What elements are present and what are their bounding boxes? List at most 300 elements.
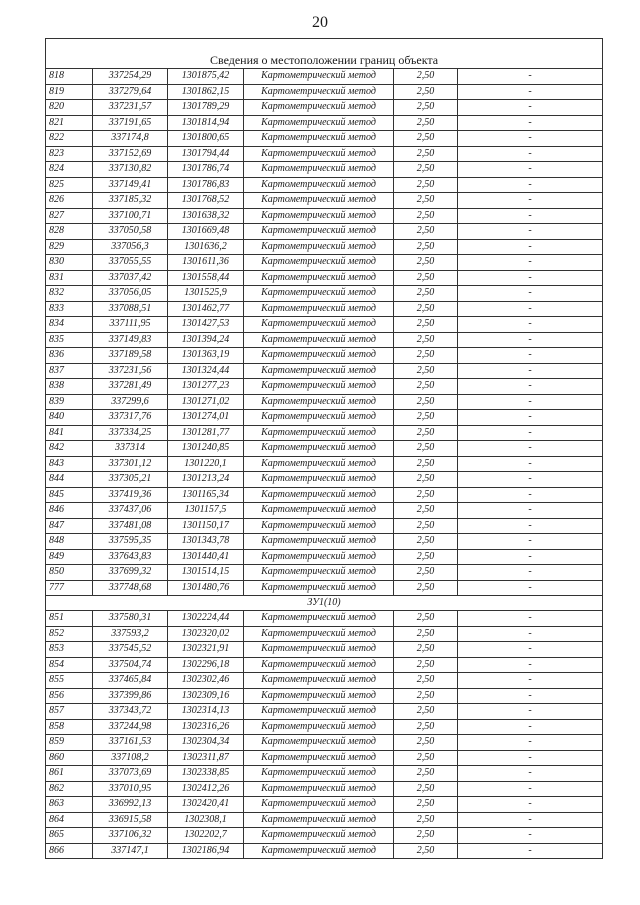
point-number: 836 — [46, 348, 93, 364]
table-row — [46, 812, 603, 828]
note: - — [458, 100, 603, 116]
note: - — [458, 131, 603, 147]
accuracy: 2,50 — [394, 348, 458, 364]
point-number: 845 — [46, 487, 93, 503]
note: - — [458, 379, 603, 395]
accuracy: 2,50 — [394, 812, 458, 828]
x-coordinate: 337643,83 — [93, 549, 168, 565]
y-coordinate: 1301794,44 — [168, 146, 244, 162]
y-coordinate: 1301669,48 — [168, 224, 244, 240]
note: - — [458, 115, 603, 131]
accuracy: 2,50 — [394, 317, 458, 333]
x-coordinate: 337580,31 — [93, 611, 168, 627]
point-number: 863 — [46, 797, 93, 813]
method: Картометрический метод — [244, 472, 394, 488]
note: - — [458, 781, 603, 797]
point-number: 864 — [46, 812, 93, 828]
accuracy: 2,50 — [394, 425, 458, 441]
note: - — [458, 657, 603, 673]
point-number: 826 — [46, 193, 93, 209]
method: Картометрический метод — [244, 100, 394, 116]
method: Картометрический метод — [244, 363, 394, 379]
y-coordinate: 1301277,23 — [168, 379, 244, 395]
note: - — [458, 69, 603, 85]
accuracy: 2,50 — [394, 735, 458, 751]
method: Картометрический метод — [244, 270, 394, 286]
x-coordinate: 337149,41 — [93, 177, 168, 193]
table-row — [46, 580, 603, 596]
point-number: 823 — [46, 146, 93, 162]
y-coordinate: 1302321,91 — [168, 642, 244, 658]
table-row — [46, 673, 603, 689]
point-number: 851 — [46, 611, 93, 627]
accuracy: 2,50 — [394, 162, 458, 178]
point-number: 854 — [46, 657, 93, 673]
note: - — [458, 626, 603, 642]
x-coordinate: 337437,06 — [93, 503, 168, 519]
point-number: 861 — [46, 766, 93, 782]
x-coordinate: 337073,69 — [93, 766, 168, 782]
y-coordinate: 1302412,26 — [168, 781, 244, 797]
x-coordinate: 337595,35 — [93, 534, 168, 550]
point-number: 844 — [46, 472, 93, 488]
accuracy: 2,50 — [394, 363, 458, 379]
method: Картометрический метод — [244, 301, 394, 317]
note: - — [458, 239, 603, 255]
point-number: 848 — [46, 534, 93, 550]
x-coordinate: 337191,65 — [93, 115, 168, 131]
note: - — [458, 456, 603, 472]
y-coordinate: 1302420,41 — [168, 797, 244, 813]
point-number: 858 — [46, 719, 93, 735]
point-number: 822 — [46, 131, 93, 147]
x-coordinate: 337343,72 — [93, 704, 168, 720]
y-coordinate: 1301786,83 — [168, 177, 244, 193]
point-number: 852 — [46, 626, 93, 642]
accuracy: 2,50 — [394, 379, 458, 395]
y-coordinate: 1302316,26 — [168, 719, 244, 735]
x-coordinate: 337100,71 — [93, 208, 168, 224]
table-row — [46, 781, 603, 797]
x-coordinate: 337108,2 — [93, 750, 168, 766]
note: - — [458, 255, 603, 271]
method: Картометрический метод — [244, 425, 394, 441]
note: - — [458, 348, 603, 364]
x-coordinate: 337088,51 — [93, 301, 168, 317]
accuracy: 2,50 — [394, 750, 458, 766]
accuracy: 2,50 — [394, 131, 458, 147]
note: - — [458, 797, 603, 813]
point-number: 824 — [46, 162, 93, 178]
point-number: 839 — [46, 394, 93, 410]
y-coordinate: 1301862,15 — [168, 84, 244, 100]
point-number: 833 — [46, 301, 93, 317]
note: - — [458, 286, 603, 302]
method: Картометрический метод — [244, 410, 394, 426]
point-number: 830 — [46, 255, 93, 271]
table-row — [46, 301, 603, 317]
table-row — [46, 688, 603, 704]
note: - — [458, 177, 603, 193]
y-coordinate: 1301786,74 — [168, 162, 244, 178]
point-number: 834 — [46, 317, 93, 333]
x-coordinate: 337056,3 — [93, 239, 168, 255]
accuracy: 2,50 — [394, 549, 458, 565]
x-coordinate: 337174,8 — [93, 131, 168, 147]
note: - — [458, 84, 603, 100]
x-coordinate: 337399,86 — [93, 688, 168, 704]
table-row — [46, 456, 603, 472]
method: Картометрический метод — [244, 317, 394, 333]
y-coordinate: 1302309,16 — [168, 688, 244, 704]
x-coordinate: 337231,56 — [93, 363, 168, 379]
accuracy: 2,50 — [394, 642, 458, 658]
table-row — [46, 441, 603, 457]
x-coordinate: 337481,08 — [93, 518, 168, 534]
y-coordinate: 1301157,5 — [168, 503, 244, 519]
table-row — [46, 115, 603, 131]
accuracy: 2,50 — [394, 580, 458, 596]
point-number: 853 — [46, 642, 93, 658]
point-number: 835 — [46, 332, 93, 348]
note: - — [458, 673, 603, 689]
table-row — [46, 487, 603, 503]
y-coordinate: 1301800,65 — [168, 131, 244, 147]
point-number: 843 — [46, 456, 93, 472]
note: - — [458, 642, 603, 658]
method: Картометрический метод — [244, 580, 394, 596]
note: - — [458, 363, 603, 379]
table-row — [46, 332, 603, 348]
section-label: ЗУ1(10) — [46, 596, 603, 611]
note: - — [458, 750, 603, 766]
y-coordinate: 1302320,02 — [168, 626, 244, 642]
boundary-table — [45, 38, 603, 859]
y-coordinate: 1301789,29 — [168, 100, 244, 116]
x-coordinate: 337465,84 — [93, 673, 168, 689]
x-coordinate: 337314 — [93, 441, 168, 457]
note: - — [458, 518, 603, 534]
accuracy: 2,50 — [394, 193, 458, 209]
note: - — [458, 534, 603, 550]
accuracy: 2,50 — [394, 626, 458, 642]
table-row — [46, 735, 603, 751]
method: Картометрический метод — [244, 348, 394, 364]
accuracy: 2,50 — [394, 828, 458, 844]
x-coordinate: 337419,36 — [93, 487, 168, 503]
accuracy: 2,50 — [394, 704, 458, 720]
table-row — [46, 270, 603, 286]
table-row — [46, 797, 603, 813]
point-number: 856 — [46, 688, 93, 704]
x-coordinate: 337593,2 — [93, 626, 168, 642]
table-row — [46, 224, 603, 240]
accuracy: 2,50 — [394, 84, 458, 100]
accuracy: 2,50 — [394, 611, 458, 627]
method: Картометрический метод — [244, 704, 394, 720]
y-coordinate: 1301558,44 — [168, 270, 244, 286]
table-row — [46, 565, 603, 581]
table-row — [46, 472, 603, 488]
x-coordinate: 337545,52 — [93, 642, 168, 658]
method: Картометрический метод — [244, 534, 394, 550]
accuracy: 2,50 — [394, 657, 458, 673]
accuracy: 2,50 — [394, 270, 458, 286]
note: - — [458, 270, 603, 286]
method: Картометрический метод — [244, 162, 394, 178]
method: Картометрический метод — [244, 441, 394, 457]
table-row — [46, 286, 603, 302]
x-coordinate: 337699,32 — [93, 565, 168, 581]
method: Картометрический метод — [244, 518, 394, 534]
note: - — [458, 146, 603, 162]
y-coordinate: 1301768,52 — [168, 193, 244, 209]
y-coordinate: 1301462,77 — [168, 301, 244, 317]
method: Картометрический метод — [244, 131, 394, 147]
note: - — [458, 812, 603, 828]
x-coordinate: 337037,42 — [93, 270, 168, 286]
point-number: 860 — [46, 750, 93, 766]
note: - — [458, 301, 603, 317]
table-row — [46, 719, 603, 735]
y-coordinate: 1301220,1 — [168, 456, 244, 472]
note: - — [458, 549, 603, 565]
table-row — [46, 162, 603, 178]
accuracy: 2,50 — [394, 208, 458, 224]
point-number: 827 — [46, 208, 93, 224]
table-row — [46, 549, 603, 565]
method: Картометрический метод — [244, 565, 394, 581]
point-number: 847 — [46, 518, 93, 534]
section-row — [46, 596, 603, 611]
y-coordinate: 1301240,85 — [168, 441, 244, 457]
point-number: 838 — [46, 379, 93, 395]
accuracy: 2,50 — [394, 766, 458, 782]
accuracy: 2,50 — [394, 410, 458, 426]
accuracy: 2,50 — [394, 503, 458, 519]
method: Картометрический метод — [244, 735, 394, 751]
method: Картометрический метод — [244, 611, 394, 627]
method: Картометрический метод — [244, 69, 394, 85]
point-number: 865 — [46, 828, 93, 844]
method: Картометрический метод — [244, 812, 394, 828]
y-coordinate: 1301343,78 — [168, 534, 244, 550]
y-coordinate: 1302304,34 — [168, 735, 244, 751]
point-number: 850 — [46, 565, 93, 581]
table-row — [46, 534, 603, 550]
accuracy: 2,50 — [394, 688, 458, 704]
y-coordinate: 1302314,13 — [168, 704, 244, 720]
y-coordinate: 1301638,32 — [168, 208, 244, 224]
y-coordinate: 1301514,15 — [168, 565, 244, 581]
blank-cell — [46, 39, 603, 52]
accuracy: 2,50 — [394, 239, 458, 255]
x-coordinate: 337254,29 — [93, 69, 168, 85]
x-coordinate: 337111,95 — [93, 317, 168, 333]
note: - — [458, 719, 603, 735]
x-coordinate: 337748,68 — [93, 580, 168, 596]
table-row — [46, 239, 603, 255]
table-row — [46, 642, 603, 658]
note: - — [458, 611, 603, 627]
y-coordinate: 1301480,76 — [168, 580, 244, 596]
table-row — [46, 317, 603, 333]
x-coordinate: 337106,32 — [93, 828, 168, 844]
y-coordinate: 1301394,24 — [168, 332, 244, 348]
accuracy: 2,50 — [394, 177, 458, 193]
y-coordinate: 1302311,87 — [168, 750, 244, 766]
accuracy: 2,50 — [394, 394, 458, 410]
y-coordinate: 1301440,41 — [168, 549, 244, 565]
method: Картометрический метод — [244, 286, 394, 302]
table-row — [46, 657, 603, 673]
method: Картометрический метод — [244, 487, 394, 503]
x-coordinate: 336915,58 — [93, 812, 168, 828]
method: Картометрический метод — [244, 549, 394, 565]
note: - — [458, 441, 603, 457]
table-row — [46, 425, 603, 441]
method: Картометрический метод — [244, 828, 394, 844]
point-number: 828 — [46, 224, 93, 240]
note: - — [458, 162, 603, 178]
y-coordinate: 1302296,18 — [168, 657, 244, 673]
point-number: 777 — [46, 580, 93, 596]
note: - — [458, 487, 603, 503]
method: Картометрический метод — [244, 503, 394, 519]
point-number: 841 — [46, 425, 93, 441]
method: Картометрический метод — [244, 797, 394, 813]
note: - — [458, 193, 603, 209]
y-coordinate: 1301274,01 — [168, 410, 244, 426]
accuracy: 2,50 — [394, 719, 458, 735]
x-coordinate: 337149,83 — [93, 332, 168, 348]
note: - — [458, 735, 603, 751]
table-row — [46, 363, 603, 379]
x-coordinate: 337185,32 — [93, 193, 168, 209]
point-number: 829 — [46, 239, 93, 255]
accuracy: 2,50 — [394, 781, 458, 797]
x-coordinate: 337279,64 — [93, 84, 168, 100]
y-coordinate: 1301636,2 — [168, 239, 244, 255]
note: - — [458, 843, 603, 859]
table-row — [46, 69, 603, 85]
point-number: 837 — [46, 363, 93, 379]
table-row — [46, 766, 603, 782]
y-coordinate: 1301814,94 — [168, 115, 244, 131]
table-caption: Сведения о местоположении границ объекта — [46, 51, 603, 69]
method: Картометрический метод — [244, 239, 394, 255]
accuracy: 2,50 — [394, 673, 458, 689]
accuracy: 2,50 — [394, 286, 458, 302]
method: Картометрический метод — [244, 626, 394, 642]
method: Картометрический метод — [244, 750, 394, 766]
accuracy: 2,50 — [394, 441, 458, 457]
y-coordinate: 1301611,36 — [168, 255, 244, 271]
table-row — [46, 626, 603, 642]
x-coordinate: 337317,76 — [93, 410, 168, 426]
point-number: 831 — [46, 270, 93, 286]
table-row — [46, 518, 603, 534]
y-coordinate: 1301427,53 — [168, 317, 244, 333]
point-number: 818 — [46, 69, 93, 85]
y-coordinate: 1301213,24 — [168, 472, 244, 488]
x-coordinate: 337161,53 — [93, 735, 168, 751]
x-coordinate: 336992,13 — [93, 797, 168, 813]
note: - — [458, 503, 603, 519]
x-coordinate: 337189,58 — [93, 348, 168, 364]
note: - — [458, 472, 603, 488]
method: Картометрический метод — [244, 224, 394, 240]
method: Картометрический метод — [244, 719, 394, 735]
table-row — [46, 348, 603, 364]
method: Картометрический метод — [244, 115, 394, 131]
table-row — [46, 379, 603, 395]
accuracy: 2,50 — [394, 100, 458, 116]
table-row — [46, 503, 603, 519]
accuracy: 2,50 — [394, 115, 458, 131]
note: - — [458, 317, 603, 333]
accuracy: 2,50 — [394, 797, 458, 813]
x-coordinate: 337244,98 — [93, 719, 168, 735]
y-coordinate: 1302202,7 — [168, 828, 244, 844]
x-coordinate: 337334,25 — [93, 425, 168, 441]
note: - — [458, 704, 603, 720]
note: - — [458, 332, 603, 348]
point-number: 819 — [46, 84, 93, 100]
method: Картометрический метод — [244, 394, 394, 410]
x-coordinate: 337152,69 — [93, 146, 168, 162]
y-coordinate: 1302224,44 — [168, 611, 244, 627]
method: Картометрический метод — [244, 642, 394, 658]
method: Картометрический метод — [244, 843, 394, 859]
method: Картометрический метод — [244, 766, 394, 782]
point-number: 842 — [46, 441, 93, 457]
note: - — [458, 828, 603, 844]
method: Картометрический метод — [244, 208, 394, 224]
method: Картометрический метод — [244, 379, 394, 395]
y-coordinate: 1302338,85 — [168, 766, 244, 782]
x-coordinate: 337301,12 — [93, 456, 168, 472]
method: Картометрический метод — [244, 177, 394, 193]
accuracy: 2,50 — [394, 472, 458, 488]
x-coordinate: 337050,58 — [93, 224, 168, 240]
table-top-blank-row — [46, 39, 603, 52]
table-row — [46, 410, 603, 426]
x-coordinate: 337299,6 — [93, 394, 168, 410]
method: Картометрический метод — [244, 84, 394, 100]
note: - — [458, 565, 603, 581]
x-coordinate: 337055,55 — [93, 255, 168, 271]
table-row — [46, 394, 603, 410]
point-number: 849 — [46, 549, 93, 565]
x-coordinate: 337504,74 — [93, 657, 168, 673]
page-number: 20 — [312, 14, 328, 31]
x-coordinate: 337305,21 — [93, 472, 168, 488]
accuracy: 2,50 — [394, 487, 458, 503]
note: - — [458, 208, 603, 224]
note: - — [458, 580, 603, 596]
table-row — [46, 208, 603, 224]
table-caption-row — [46, 51, 603, 69]
method: Картометрический метод — [244, 456, 394, 472]
point-number: 832 — [46, 286, 93, 302]
x-coordinate: 337130,82 — [93, 162, 168, 178]
accuracy: 2,50 — [394, 518, 458, 534]
accuracy: 2,50 — [394, 534, 458, 550]
y-coordinate: 1301165,34 — [168, 487, 244, 503]
method: Картометрический метод — [244, 673, 394, 689]
accuracy: 2,50 — [394, 255, 458, 271]
